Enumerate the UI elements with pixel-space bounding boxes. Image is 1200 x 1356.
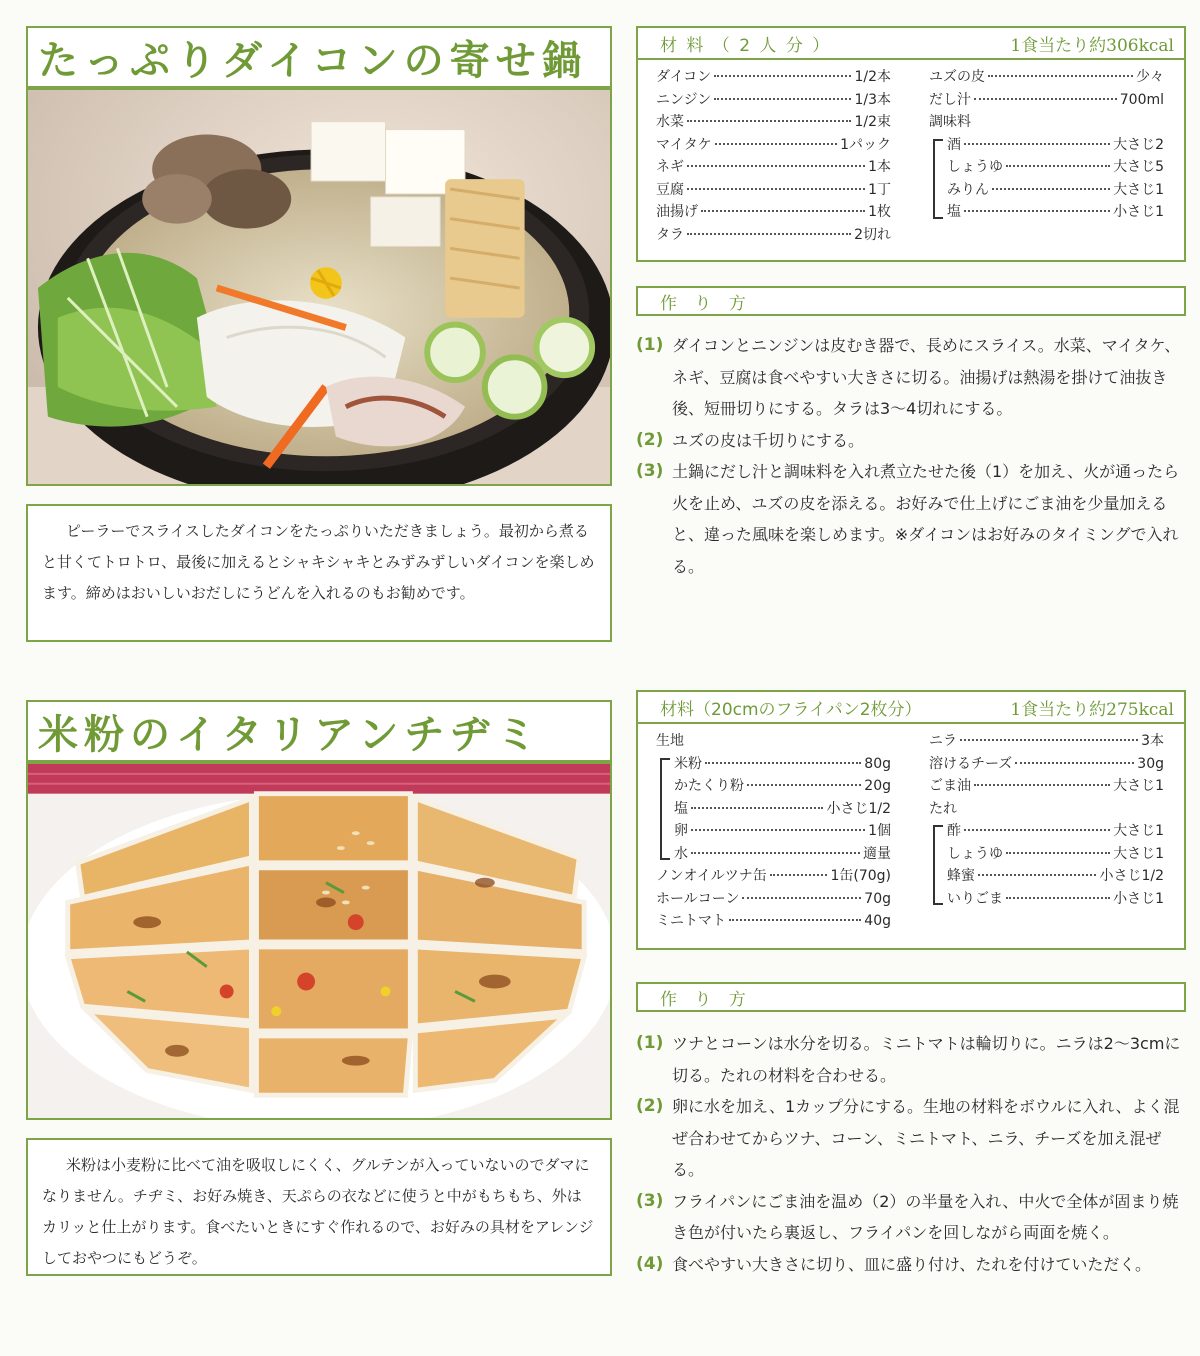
dough-group (656, 753, 891, 866)
ingredient-row: ネギ 1本 (656, 159, 891, 175)
step-number: (3) (636, 1190, 664, 1211)
step-item (636, 1028, 1192, 1091)
ingredient-row: だし汁 700ml (929, 91, 1164, 108)
recipe2-ingredients-label: 材料（20cmのフライパン2枚分） (660, 699, 922, 720)
ingredient-row: ミニトマト 40g (656, 913, 891, 929)
sauce-heading: たれ (929, 800, 957, 817)
recipe2-ingredients (636, 690, 1186, 950)
ingredient-row: 塩 小さじ1/2 (674, 800, 891, 817)
recipe2-intro-box (26, 1138, 612, 1276)
ingredient-row: ノンオイルツナ缶 1缶(70g) (656, 868, 891, 884)
ingredient-row: いりごま 小さじ1 (947, 890, 1164, 907)
ingredient-row: タラ 2切れ (656, 226, 891, 243)
step-number: (2) (636, 429, 664, 450)
ingredient-row: マイタケ 1パック (656, 136, 891, 153)
recipe2-intro-text: 米粉は小麦粉に比べて油を吸収しにくく、グルテンが入っていないのでダマになりません。チヂミ、お好み焼き、天ぷらの衣などに使うと中がもちもち、外はカリッと仕上がります。食べたいときにすぐ作れるので、お好みの具材をアレンジしておやつにもどうぞ。 (42, 1156, 594, 1267)
step-text: 食べやすい大きさに切り、皿に盛り付け、たれを付けていただく。 (672, 1254, 1152, 1274)
ingredient-row: みりん 大さじ1 (947, 181, 1164, 198)
recipe1-method-label: 作 り 方 (660, 293, 752, 314)
recipe1-intro-text: ピーラーでスライスしたダイコンをたっぷりいただきましょう。最初から煮ると甘くてトロトロ、最後に加えるとシャキシャキとみずみずしいダイコンを楽しめます。締めはおいしいおだしにうどんを入れるのもお勧めです。 (42, 522, 595, 602)
step-item (636, 1186, 1192, 1249)
step-number: (3) (636, 461, 664, 481)
step-item (636, 456, 1192, 582)
step-text: ユズの皮は千切りにする。 (672, 430, 865, 450)
recipe1-ingredients-label: 材 料 （ 2 人 分 ） (660, 35, 832, 56)
ingredient-row: ユズの皮 少々 (929, 69, 1164, 85)
ingredient-row: しょうゆ 大さじ1 (947, 845, 1164, 862)
recipe1-intro-box (26, 504, 612, 642)
ingredient-row: 酢 大さじ1 (947, 823, 1164, 839)
recipe1-ingredients-left (656, 66, 929, 246)
recipe2-ingredients-right (929, 730, 1164, 933)
step-item (636, 425, 1192, 457)
recipe2-ingredients-left (656, 730, 929, 933)
ingredient-row: 酒 大さじ2 (947, 136, 1164, 153)
step-text: 卵に水を加え、1カップ分にする。生地の材料をボウルに入れ、よく混ぜ合わせてからツナ、コーン、ミニトマト、ニラ、チーズを加え混ぜる。 (672, 1097, 1180, 1179)
chijimi-illustration (28, 764, 610, 1118)
ingredient-row: ニンジン 1/3本 (656, 91, 891, 108)
recipe2-kcal: 1食当たり約275kcal (1010, 699, 1174, 720)
ingredient-row: しょうゆ 大さじ5 (947, 159, 1164, 175)
recipe1-kcal: 1食当たり約306kcal (1010, 35, 1174, 56)
step-text: フライパンにごま油を温め（2）の半量を入れ、中火で全体が固まり焼き色が付いたら裏返し、フライパンを回しながら両面を焼く。 (672, 1191, 1179, 1242)
ingredient-row: 卵 1個 (674, 823, 891, 839)
step-number: (4) (636, 1253, 664, 1274)
step-item (636, 1249, 1192, 1281)
ingredient-row: 水菜 1/2束 (656, 114, 891, 130)
step-text: ツナとコーンは水分を切る。ミニトマトは輪切りに。ニラは2～3cmに切る。たれの材料を合わせる。 (672, 1034, 1181, 1085)
step-number: (2) (636, 1096, 664, 1116)
recipe2-title: 米粉のイタリアンチヂミ (38, 710, 543, 758)
ingredient-row: 溶けるチーズ 30g (929, 755, 1164, 772)
step-item (636, 330, 1192, 425)
hotpot-photo (26, 88, 612, 486)
recipe1-method-header (636, 286, 1186, 316)
seasoning-group (929, 134, 1164, 224)
recipe1-ingredients-right (929, 66, 1164, 246)
ingredient-row: 蜂蜜 小さじ1/2 (947, 868, 1164, 884)
dough-heading: 生地 (656, 733, 684, 749)
step-text: 土鍋にだし汁と調味料を入れ煮立たせた後（1）を加え、火が通ったら火を止め、ユズの皮を添える。お好みで仕上げにごま油を少量加えると、違った風味を楽しめます。※ダイコンはお好みのタイミングで入れる。 (672, 462, 1180, 576)
recipe2-method-header (636, 982, 1186, 1012)
recipe2-steps (636, 1028, 1192, 1280)
chijimi-photo (26, 762, 612, 1120)
recipe2-method-label: 作 り 方 (660, 989, 752, 1010)
recipe1-ingredients (636, 26, 1186, 262)
recipe1-steps (636, 330, 1192, 582)
ingredient-row: ホールコーン 70g (656, 890, 891, 907)
step-item (636, 1091, 1192, 1186)
recipe1-title-box (26, 26, 612, 88)
ingredient-row: 水 適量 (674, 845, 891, 862)
ingredient-row: ごま油 大さじ1 (929, 778, 1164, 794)
step-text: ダイコンとニンジンは皮むき器で、長めにスライス。水菜、マイタケ、ネギ、豆腐は食べやすい大きさに切る。油揚げは熱湯を掛けて油抜き後、短冊切りにする。タラは3～4切れにする。 (672, 336, 1181, 418)
ingredient-row: ニラ 3本 (929, 733, 1164, 749)
recipe2-title-box (26, 700, 612, 762)
ingredient-row: かたくり粉 20g (674, 778, 891, 794)
seasoning-heading: 調味料 (929, 114, 971, 130)
ingredient-row: 油揚げ 1枚 (656, 204, 891, 220)
ingredient-row: 豆腐 1丁 (656, 181, 891, 198)
sauce-group (929, 820, 1164, 910)
ingredient-row: 塩 小さじ1 (947, 204, 1164, 220)
hotpot-illustration (28, 90, 610, 484)
ingredient-row: ダイコン 1/2本 (656, 69, 891, 85)
recipe1-title: たっぷりダイコンの寄せ鍋 (38, 36, 588, 84)
step-number: (1) (636, 335, 664, 355)
ingredient-row: 米粉 80g (674, 755, 891, 772)
step-number: (1) (636, 1033, 664, 1053)
